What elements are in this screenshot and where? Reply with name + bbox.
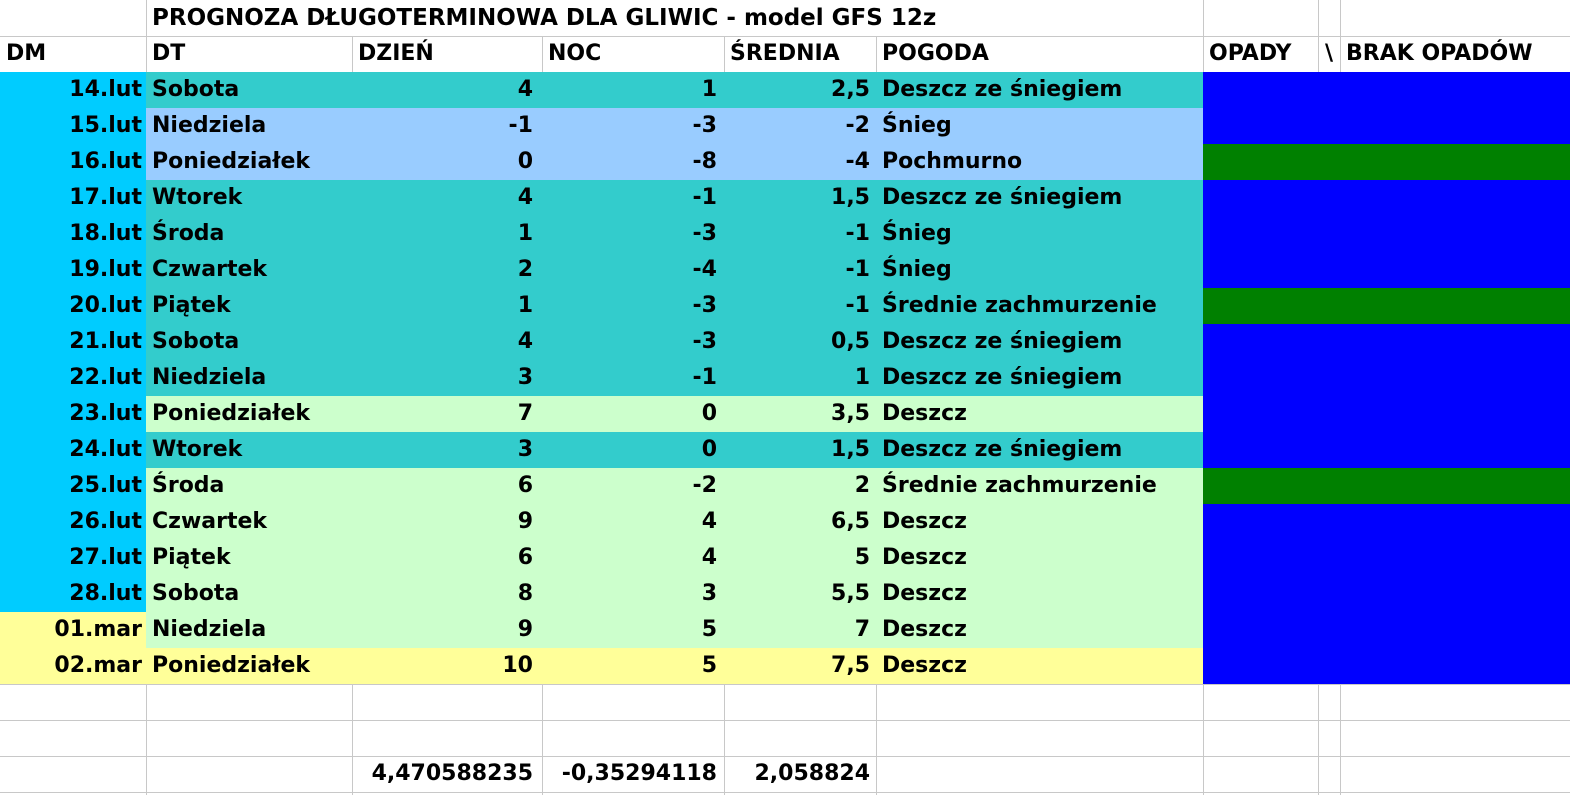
cell-noc[interactable]: 0	[542, 396, 724, 432]
cell-dm[interactable]: 15.lut	[0, 108, 146, 144]
forecast-row	[0, 288, 1570, 324]
cell-dm[interactable]: 17.lut	[0, 180, 146, 216]
cell-srednia[interactable]: 1,5	[724, 180, 876, 216]
header-separator: \	[1324, 41, 1334, 66]
cell-dzien[interactable]: 10	[352, 648, 542, 684]
cell-dzien[interactable]: 3	[352, 432, 542, 468]
cell-dzien[interactable]: 6	[352, 540, 542, 576]
cell-noc[interactable]: -2	[542, 468, 724, 504]
cell-dzien[interactable]: 2	[352, 252, 542, 288]
cell-dzien[interactable]: 1	[352, 288, 542, 324]
cell-pogoda[interactable]: Deszcz	[876, 504, 1203, 540]
cell-dt[interactable]: Poniedziałek	[146, 144, 352, 180]
forecast-row	[0, 108, 1570, 144]
cell-dt[interactable]: Sobota	[146, 72, 352, 108]
cell-srednia[interactable]: 2	[724, 468, 876, 504]
forecast-row	[0, 432, 1570, 468]
cell-opady-indicator[interactable]	[1203, 360, 1570, 396]
header-noc[interactable]: NOC	[548, 41, 602, 66]
cell-opady-indicator[interactable]	[1203, 504, 1570, 540]
cell-srednia[interactable]: -4	[724, 144, 876, 180]
cell-dt[interactable]: Sobota	[146, 576, 352, 612]
cell-dm[interactable]: 14.lut	[0, 72, 146, 108]
cell-noc[interactable]: 1	[542, 72, 724, 108]
cell-dt[interactable]: Wtorek	[146, 432, 352, 468]
summary-row	[0, 756, 1570, 792]
cell-dzien[interactable]: 4	[352, 180, 542, 216]
cell-dt[interactable]: Środa	[146, 216, 352, 252]
header-row	[0, 36, 1570, 72]
cell-dm[interactable]: 19.lut	[0, 252, 146, 288]
cell-pogoda[interactable]: Śnieg	[876, 108, 1203, 144]
cell-dm[interactable]: 22.lut	[0, 360, 146, 396]
cell-dzien[interactable]: 9	[352, 504, 542, 540]
cell-noc[interactable]: 4	[542, 540, 724, 576]
cell-srednia[interactable]: 5	[724, 540, 876, 576]
summary-empty-opady[interactable]	[1203, 756, 1570, 792]
cell-opady-indicator[interactable]	[1203, 468, 1570, 504]
cell-dt[interactable]: Piątek	[146, 288, 352, 324]
cell-opady-indicator[interactable]	[1203, 216, 1570, 252]
cell-srednia[interactable]: -1	[724, 288, 876, 324]
forecast-row	[0, 504, 1570, 540]
cell-opady-indicator[interactable]	[1203, 396, 1570, 432]
cell-dt[interactable]: Czwartek	[146, 252, 352, 288]
cell-dzien[interactable]: -1	[352, 108, 542, 144]
cell-pogoda[interactable]: Deszcz	[876, 648, 1203, 684]
cell-dm[interactable]: 01.mar	[0, 612, 146, 648]
cell-dm[interactable]: 20.lut	[0, 288, 146, 324]
cell-dzien[interactable]: 0	[352, 144, 542, 180]
cell-pogoda[interactable]: Deszcz	[876, 576, 1203, 612]
cell-opady-indicator[interactable]	[1203, 576, 1570, 612]
cell-srednia[interactable]: 0,5	[724, 324, 876, 360]
cell-opady-indicator[interactable]	[1203, 540, 1570, 576]
cell-noc[interactable]: 5	[542, 648, 724, 684]
title-row	[0, 0, 1570, 36]
cell-dm[interactable]: 28.lut	[0, 576, 146, 612]
cell-dm[interactable]: 02.mar	[0, 648, 146, 684]
cell-srednia[interactable]: 6,5	[724, 504, 876, 540]
cell-dzien[interactable]: 6	[352, 468, 542, 504]
summary-empty-dt[interactable]	[146, 756, 352, 792]
empty-row	[0, 684, 1570, 720]
header-opady[interactable]: OPADY	[1209, 41, 1292, 66]
cell-opady-indicator[interactable]	[1203, 144, 1570, 180]
forecast-row	[0, 324, 1570, 360]
cell-opady-indicator[interactable]	[1203, 324, 1570, 360]
summary-empty-dm[interactable]	[0, 756, 146, 792]
cell-pogoda[interactable]: Deszcz	[876, 540, 1203, 576]
header-dm[interactable]: DM	[6, 41, 47, 66]
cell-opady-indicator[interactable]	[1203, 72, 1570, 108]
forecast-table-body	[0, 72, 1570, 684]
cell-srednia[interactable]: -1	[724, 252, 876, 288]
cell-noc[interactable]: -3	[542, 288, 724, 324]
cell-srednia[interactable]: 7,5	[724, 648, 876, 684]
empty-row	[0, 720, 1570, 756]
cell-dzien[interactable]: 4	[352, 72, 542, 108]
cell-pogoda[interactable]: Deszcz	[876, 612, 1203, 648]
cell-pogoda[interactable]: Pochmurno	[876, 144, 1203, 180]
cell-noc[interactable]: -3	[542, 108, 724, 144]
cell-dt[interactable]: Sobota	[146, 324, 352, 360]
cell-srednia[interactable]: 2,5	[724, 72, 876, 108]
forecast-row	[0, 396, 1570, 432]
cell-dt[interactable]: Wtorek	[146, 180, 352, 216]
cell-dm[interactable]: 26.lut	[0, 504, 146, 540]
cell-srednia[interactable]: 3,5	[724, 396, 876, 432]
cell-dzien[interactable]: 4	[352, 324, 542, 360]
forecast-row	[0, 648, 1570, 684]
summary-empty-pogoda[interactable]	[876, 756, 1203, 792]
forecast-row	[0, 468, 1570, 504]
cell-pogoda[interactable]: Deszcz ze śniegiem	[876, 324, 1203, 360]
cell-dzien[interactable]: 7	[352, 396, 542, 432]
cell-dm[interactable]: 23.lut	[0, 396, 146, 432]
cell-pogoda[interactable]: Śnieg	[876, 216, 1203, 252]
cell-dt[interactable]: Niedziela	[146, 108, 352, 144]
cell-dm[interactable]: 25.lut	[0, 468, 146, 504]
summary-avg-srednia[interactable]: 2,058824	[754, 761, 870, 786]
cell-pogoda[interactable]: Deszcz ze śniegiem	[876, 432, 1203, 468]
cell-pogoda[interactable]: Średnie zachmurzenie	[876, 468, 1203, 504]
cell-dt[interactable]: Poniedziałek	[146, 648, 352, 684]
header-dzien[interactable]: DZIEŃ	[358, 41, 434, 66]
cell-dm[interactable]: 21.lut	[0, 324, 146, 360]
forecast-row	[0, 360, 1570, 396]
forecast-row	[0, 216, 1570, 252]
cell-srednia[interactable]: -1	[724, 216, 876, 252]
cell-dm[interactable]: 27.lut	[0, 540, 146, 576]
cell-noc[interactable]: -1	[542, 180, 724, 216]
forecast-row	[0, 576, 1570, 612]
cell-opady-indicator[interactable]	[1203, 252, 1570, 288]
cell-pogoda[interactable]: Deszcz ze śniegiem	[876, 360, 1203, 396]
cell-opady-indicator[interactable]	[1203, 180, 1570, 216]
cell-noc[interactable]: -3	[542, 324, 724, 360]
header-pogoda[interactable]: POGODA	[882, 41, 989, 66]
cell-pogoda[interactable]: Średnie zachmurzenie	[876, 288, 1203, 324]
cell-srednia[interactable]: 7	[724, 612, 876, 648]
forecast-row	[0, 252, 1570, 288]
forecast-row	[0, 144, 1570, 180]
cell-dzien[interactable]: 9	[352, 612, 542, 648]
header-srednia[interactable]: ŚREDNIA	[730, 41, 840, 66]
cell-noc[interactable]: 5	[542, 612, 724, 648]
summary-avg-dzien[interactable]: 4,470588235	[371, 761, 533, 786]
cell-pogoda[interactable]: Deszcz ze śniegiem	[876, 180, 1203, 216]
cell-opady-indicator[interactable]	[1203, 108, 1570, 144]
cell-dzien[interactable]: 8	[352, 576, 542, 612]
cell-dm[interactable]: 24.lut	[0, 432, 146, 468]
cell-srednia[interactable]: 1	[724, 360, 876, 396]
summary-avg-noc[interactable]: -0,35294118	[561, 761, 717, 786]
cell-dt[interactable]: Środa	[146, 468, 352, 504]
header-dt[interactable]: DT	[152, 41, 186, 66]
cell-noc[interactable]: -3	[542, 216, 724, 252]
cell-opady-indicator[interactable]	[1203, 432, 1570, 468]
forecast-row	[0, 612, 1570, 648]
cell-noc[interactable]: -8	[542, 144, 724, 180]
cell-dm[interactable]: 16.lut	[0, 144, 146, 180]
cell-dt[interactable]: Niedziela	[146, 612, 352, 648]
cell-dzien[interactable]: 3	[352, 360, 542, 396]
cell-dzien[interactable]: 1	[352, 216, 542, 252]
cell-srednia[interactable]: 1,5	[724, 432, 876, 468]
cell-dt[interactable]: Poniedziałek	[146, 396, 352, 432]
cell-noc[interactable]: 0	[542, 432, 724, 468]
cell-dt[interactable]: Czwartek	[146, 504, 352, 540]
cell-pogoda[interactable]: Śnieg	[876, 252, 1203, 288]
forecast-row	[0, 180, 1570, 216]
cell-dt[interactable]: Niedziela	[146, 360, 352, 396]
cell-noc[interactable]: 4	[542, 504, 724, 540]
cell-opady-indicator[interactable]	[1203, 612, 1570, 648]
cell-srednia[interactable]: -2	[724, 108, 876, 144]
cell-opady-indicator[interactable]	[1203, 648, 1570, 684]
cell-dm[interactable]: 18.lut	[0, 216, 146, 252]
header-brak-opadow[interactable]: BRAK OPADÓW	[1346, 41, 1533, 66]
cell-srednia[interactable]: 5,5	[724, 576, 876, 612]
cell-pogoda[interactable]: Deszcz ze śniegiem	[876, 72, 1203, 108]
sheet-title[interactable]: PROGNOZA DŁUGOTERMINOWA DLA GLIWIC - model GFS 12z	[147, 0, 950, 36]
cell-noc[interactable]: -4	[542, 252, 724, 288]
cell-dt[interactable]: Piątek	[146, 540, 352, 576]
forecast-row	[0, 540, 1570, 576]
cell-noc[interactable]: -1	[542, 360, 724, 396]
cell-noc[interactable]: 3	[542, 576, 724, 612]
cell-pogoda[interactable]: Deszcz	[876, 396, 1203, 432]
forecast-row	[0, 72, 1570, 108]
cell-opady-indicator[interactable]	[1203, 288, 1570, 324]
